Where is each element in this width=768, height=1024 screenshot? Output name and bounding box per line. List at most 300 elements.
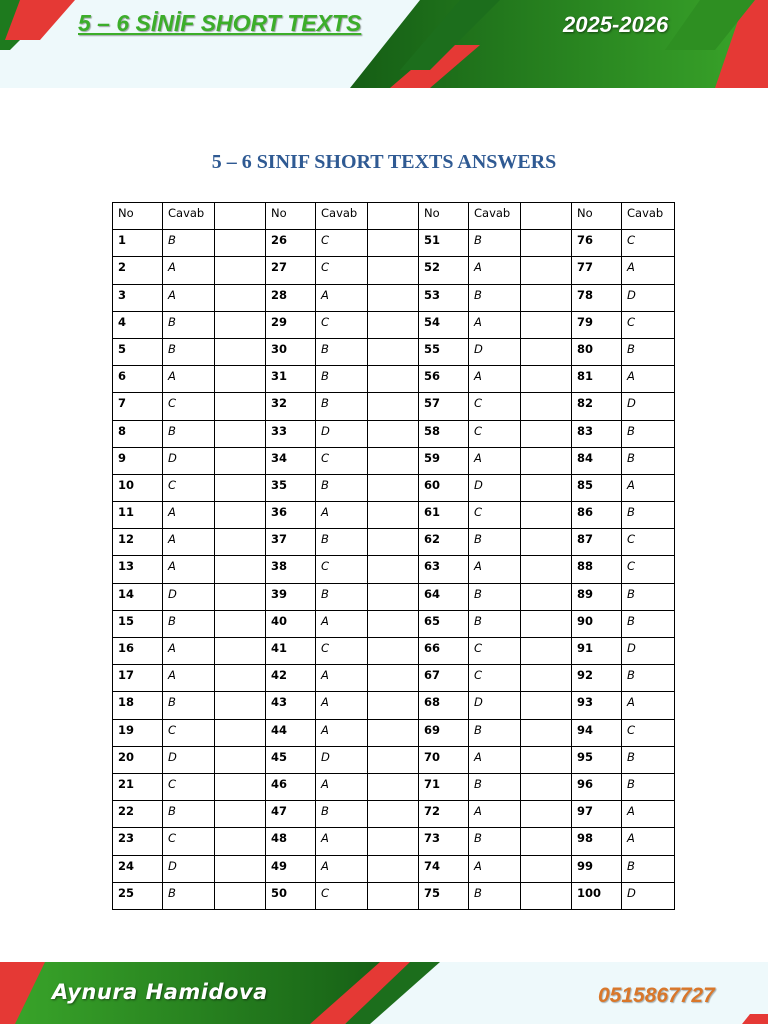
table-row bbox=[113, 393, 675, 420]
question-number: 43 bbox=[266, 692, 316, 719]
answer-cell: A bbox=[163, 502, 215, 529]
question-number: 5 bbox=[113, 338, 163, 365]
table-row bbox=[113, 257, 675, 284]
spacer-cell bbox=[368, 338, 419, 365]
question-number: 89 bbox=[572, 583, 622, 610]
question-number: 93 bbox=[572, 692, 622, 719]
answer-cell: A bbox=[469, 556, 521, 583]
question-number: 77 bbox=[572, 257, 622, 284]
table-row bbox=[113, 855, 675, 882]
question-number: 73 bbox=[419, 828, 469, 855]
question-number: 35 bbox=[266, 474, 316, 501]
answer-cell: B bbox=[163, 692, 215, 719]
spacer-cell bbox=[368, 502, 419, 529]
question-number: 32 bbox=[266, 393, 316, 420]
question-number: 94 bbox=[572, 719, 622, 746]
question-number: 30 bbox=[266, 338, 316, 365]
question-number: 37 bbox=[266, 529, 316, 556]
spacer-cell bbox=[215, 692, 266, 719]
answer-cell: C bbox=[622, 311, 675, 338]
answer-cell: A bbox=[163, 638, 215, 665]
answer-cell: B bbox=[469, 230, 521, 257]
spacer-cell bbox=[215, 447, 266, 474]
spacer-cell bbox=[521, 746, 572, 773]
question-number: 96 bbox=[572, 773, 622, 800]
answer-cell: A bbox=[316, 773, 368, 800]
spacer-cell bbox=[215, 610, 266, 637]
question-number: 4 bbox=[113, 311, 163, 338]
table-row bbox=[113, 447, 675, 474]
answer-cell: B bbox=[163, 230, 215, 257]
answer-cell: B bbox=[622, 420, 675, 447]
spacer-cell bbox=[368, 257, 419, 284]
spacer-cell bbox=[521, 882, 572, 909]
spacer-cell bbox=[368, 855, 419, 882]
spacer-cell bbox=[521, 474, 572, 501]
question-number: 6 bbox=[113, 366, 163, 393]
question-number: 95 bbox=[572, 746, 622, 773]
answer-cell: C bbox=[316, 447, 368, 474]
table-row bbox=[113, 284, 675, 311]
spacer-cell bbox=[215, 828, 266, 855]
question-number: 72 bbox=[419, 801, 469, 828]
answer-cell: B bbox=[316, 393, 368, 420]
table-row bbox=[113, 719, 675, 746]
answer-cell: A bbox=[163, 284, 215, 311]
answer-cell: A bbox=[163, 257, 215, 284]
answer-cell: D bbox=[469, 692, 521, 719]
spacer-cell bbox=[368, 638, 419, 665]
question-number: 51 bbox=[419, 230, 469, 257]
question-number: 28 bbox=[266, 284, 316, 311]
header-year: 2025-2026 bbox=[563, 12, 669, 37]
spacer-cell bbox=[521, 366, 572, 393]
answer-cell: B bbox=[316, 529, 368, 556]
answers-table bbox=[112, 202, 675, 910]
question-number: 40 bbox=[266, 610, 316, 637]
question-number: 50 bbox=[266, 882, 316, 909]
answer-cell: A bbox=[163, 529, 215, 556]
spacer-cell bbox=[521, 665, 572, 692]
spacer-cell bbox=[215, 583, 266, 610]
answer-cell: A bbox=[316, 610, 368, 637]
question-number: 25 bbox=[113, 882, 163, 909]
question-number: 56 bbox=[419, 366, 469, 393]
answer-cell: C bbox=[316, 556, 368, 583]
answer-cell: A bbox=[622, 366, 675, 393]
question-number: 82 bbox=[572, 393, 622, 420]
table-row bbox=[113, 692, 675, 719]
table-row bbox=[113, 230, 675, 257]
spacer-cell bbox=[215, 393, 266, 420]
question-number: 83 bbox=[572, 420, 622, 447]
spacer-cell bbox=[368, 529, 419, 556]
spacer-cell bbox=[368, 882, 419, 909]
spacer-cell bbox=[215, 719, 266, 746]
question-number: 53 bbox=[419, 284, 469, 311]
question-number: 34 bbox=[266, 447, 316, 474]
question-number: 58 bbox=[419, 420, 469, 447]
question-number: 85 bbox=[572, 474, 622, 501]
answer-cell: C bbox=[163, 474, 215, 501]
question-number: 69 bbox=[419, 719, 469, 746]
table-row bbox=[113, 583, 675, 610]
spacer-cell bbox=[368, 746, 419, 773]
answer-cell: B bbox=[622, 665, 675, 692]
question-number: 74 bbox=[419, 855, 469, 882]
question-number: 52 bbox=[419, 257, 469, 284]
question-number: 2 bbox=[113, 257, 163, 284]
answer-cell: D bbox=[163, 746, 215, 773]
table-row bbox=[113, 665, 675, 692]
question-number: 13 bbox=[113, 556, 163, 583]
answer-cell: D bbox=[622, 284, 675, 311]
answer-cell: B bbox=[163, 420, 215, 447]
question-number: 71 bbox=[419, 773, 469, 800]
question-number: 3 bbox=[113, 284, 163, 311]
answer-cell: B bbox=[622, 338, 675, 365]
spacer-cell bbox=[215, 203, 266, 230]
answer-cell: B bbox=[163, 311, 215, 338]
spacer-cell bbox=[521, 393, 572, 420]
question-number: 55 bbox=[419, 338, 469, 365]
question-number: 79 bbox=[572, 311, 622, 338]
spacer-cell bbox=[368, 230, 419, 257]
spacer-cell bbox=[368, 801, 419, 828]
question-number: 29 bbox=[266, 311, 316, 338]
question-number: 46 bbox=[266, 773, 316, 800]
question-number: 97 bbox=[572, 801, 622, 828]
column-header-answer: Cavab bbox=[316, 203, 368, 230]
answer-cell: B bbox=[163, 801, 215, 828]
spacer-cell bbox=[215, 638, 266, 665]
answer-cell: B bbox=[469, 828, 521, 855]
question-number: 24 bbox=[113, 855, 163, 882]
spacer-cell bbox=[215, 311, 266, 338]
table-row bbox=[113, 610, 675, 637]
table-row bbox=[113, 773, 675, 800]
answer-cell: A bbox=[316, 855, 368, 882]
question-number: 1 bbox=[113, 230, 163, 257]
answer-cell: A bbox=[316, 284, 368, 311]
answer-cell: A bbox=[163, 366, 215, 393]
spacer-cell bbox=[215, 882, 266, 909]
question-number: 26 bbox=[266, 230, 316, 257]
column-header-no: No bbox=[572, 203, 622, 230]
answer-cell: A bbox=[163, 556, 215, 583]
answer-cell: D bbox=[469, 338, 521, 365]
spacer-cell bbox=[215, 284, 266, 311]
question-number: 38 bbox=[266, 556, 316, 583]
answer-cell: B bbox=[316, 338, 368, 365]
answer-cell: A bbox=[469, 257, 521, 284]
question-number: 81 bbox=[572, 366, 622, 393]
answer-cell: B bbox=[316, 474, 368, 501]
answer-cell: C bbox=[469, 665, 521, 692]
question-number: 80 bbox=[572, 338, 622, 365]
answer-cell: B bbox=[316, 801, 368, 828]
answer-cell: A bbox=[316, 665, 368, 692]
answer-cell: C bbox=[622, 529, 675, 556]
question-number: 99 bbox=[572, 855, 622, 882]
answer-cell: A bbox=[469, 311, 521, 338]
answer-cell: B bbox=[163, 882, 215, 909]
answer-cell: B bbox=[622, 855, 675, 882]
question-number: 7 bbox=[113, 393, 163, 420]
question-number: 68 bbox=[419, 692, 469, 719]
answer-cell: C bbox=[469, 420, 521, 447]
answer-cell: A bbox=[163, 665, 215, 692]
answer-cell: A bbox=[622, 474, 675, 501]
spacer-cell bbox=[521, 855, 572, 882]
column-header-answer: Cavab bbox=[469, 203, 521, 230]
answer-cell: A bbox=[316, 692, 368, 719]
answer-cell: D bbox=[163, 583, 215, 610]
question-number: 17 bbox=[113, 665, 163, 692]
answer-cell: D bbox=[622, 638, 675, 665]
column-header-answer: Cavab bbox=[163, 203, 215, 230]
spacer-cell bbox=[215, 773, 266, 800]
question-number: 90 bbox=[572, 610, 622, 637]
answer-cell: B bbox=[622, 447, 675, 474]
question-number: 100 bbox=[572, 882, 622, 909]
spacer-cell bbox=[521, 529, 572, 556]
question-number: 76 bbox=[572, 230, 622, 257]
question-number: 91 bbox=[572, 638, 622, 665]
answer-cell: B bbox=[469, 583, 521, 610]
spacer-cell bbox=[215, 746, 266, 773]
answer-cell: C bbox=[622, 230, 675, 257]
answer-cell: A bbox=[622, 257, 675, 284]
answer-cell: D bbox=[469, 474, 521, 501]
footer-author-name: Aynura Hamidova bbox=[52, 980, 268, 1004]
spacer-cell bbox=[215, 366, 266, 393]
question-number: 66 bbox=[419, 638, 469, 665]
spacer-cell bbox=[215, 230, 266, 257]
answer-cell: D bbox=[163, 855, 215, 882]
spacer-cell bbox=[521, 773, 572, 800]
answer-cell: B bbox=[622, 502, 675, 529]
spacer-cell bbox=[368, 474, 419, 501]
answer-cell: D bbox=[622, 393, 675, 420]
answer-cell: B bbox=[622, 610, 675, 637]
spacer-cell bbox=[521, 610, 572, 637]
spacer-cell bbox=[368, 366, 419, 393]
question-number: 59 bbox=[419, 447, 469, 474]
question-number: 27 bbox=[266, 257, 316, 284]
spacer-cell bbox=[368, 583, 419, 610]
answer-cell: D bbox=[622, 882, 675, 909]
answer-cell: B bbox=[316, 366, 368, 393]
spacer-cell bbox=[521, 583, 572, 610]
answer-cell: B bbox=[622, 746, 675, 773]
question-number: 49 bbox=[266, 855, 316, 882]
answer-cell: C bbox=[316, 311, 368, 338]
spacer-cell bbox=[368, 556, 419, 583]
footer-phone: 0515867727 bbox=[598, 984, 715, 1007]
question-number: 92 bbox=[572, 665, 622, 692]
spacer-cell bbox=[368, 692, 419, 719]
answer-cell: D bbox=[163, 447, 215, 474]
question-number: 11 bbox=[113, 502, 163, 529]
spacer-cell bbox=[521, 311, 572, 338]
question-number: 33 bbox=[266, 420, 316, 447]
spacer-cell bbox=[215, 420, 266, 447]
question-number: 98 bbox=[572, 828, 622, 855]
question-number: 10 bbox=[113, 474, 163, 501]
question-number: 54 bbox=[419, 311, 469, 338]
answer-cell: B bbox=[469, 610, 521, 637]
question-number: 57 bbox=[419, 393, 469, 420]
spacer-cell bbox=[521, 257, 572, 284]
question-number: 42 bbox=[266, 665, 316, 692]
answer-cell: A bbox=[469, 801, 521, 828]
spacer-cell bbox=[215, 257, 266, 284]
spacer-cell bbox=[368, 447, 419, 474]
question-number: 39 bbox=[266, 583, 316, 610]
answer-cell: D bbox=[316, 420, 368, 447]
spacer-cell bbox=[521, 801, 572, 828]
question-number: 61 bbox=[419, 502, 469, 529]
question-number: 18 bbox=[113, 692, 163, 719]
answer-cell: A bbox=[469, 746, 521, 773]
answer-cell: C bbox=[316, 230, 368, 257]
spacer-cell bbox=[521, 692, 572, 719]
question-number: 23 bbox=[113, 828, 163, 855]
answer-cell: C bbox=[469, 502, 521, 529]
answers-table-body bbox=[113, 203, 675, 910]
spacer-cell bbox=[215, 556, 266, 583]
table-row bbox=[113, 366, 675, 393]
question-number: 86 bbox=[572, 502, 622, 529]
question-number: 21 bbox=[113, 773, 163, 800]
spacer-cell bbox=[215, 801, 266, 828]
page-header-banner bbox=[0, 0, 768, 88]
spacer-cell bbox=[215, 855, 266, 882]
spacer-cell bbox=[368, 665, 419, 692]
question-number: 31 bbox=[266, 366, 316, 393]
question-number: 48 bbox=[266, 828, 316, 855]
answer-cell: C bbox=[316, 257, 368, 284]
table-row bbox=[113, 420, 675, 447]
answer-cell: A bbox=[622, 801, 675, 828]
spacer-cell bbox=[215, 338, 266, 365]
answer-cell: B bbox=[316, 583, 368, 610]
question-number: 20 bbox=[113, 746, 163, 773]
column-header-no: No bbox=[113, 203, 163, 230]
question-number: 87 bbox=[572, 529, 622, 556]
spacer-cell bbox=[368, 284, 419, 311]
answer-cell: C bbox=[622, 556, 675, 583]
spacer-cell bbox=[521, 719, 572, 746]
answer-cell: B bbox=[163, 610, 215, 637]
table-header-row bbox=[113, 203, 675, 230]
document-title: 5 – 6 SINIF SHORT TEXTS ANSWERS bbox=[211, 151, 557, 173]
column-header-no: No bbox=[419, 203, 469, 230]
answer-cell: B bbox=[469, 284, 521, 311]
spacer-cell bbox=[521, 447, 572, 474]
question-number: 60 bbox=[419, 474, 469, 501]
question-number: 8 bbox=[113, 420, 163, 447]
answer-cell: A bbox=[316, 828, 368, 855]
column-header-answer: Cavab bbox=[622, 203, 675, 230]
question-number: 41 bbox=[266, 638, 316, 665]
spacer-cell bbox=[215, 529, 266, 556]
answer-cell: C bbox=[469, 393, 521, 420]
page-footer-banner bbox=[0, 962, 768, 1024]
answer-cell: C bbox=[163, 719, 215, 746]
question-number: 14 bbox=[113, 583, 163, 610]
spacer-cell bbox=[521, 203, 572, 230]
question-number: 22 bbox=[113, 801, 163, 828]
answer-cell: B bbox=[469, 773, 521, 800]
answer-cell: C bbox=[316, 638, 368, 665]
spacer-cell bbox=[215, 474, 266, 501]
column-header-no: No bbox=[266, 203, 316, 230]
question-number: 12 bbox=[113, 529, 163, 556]
question-number: 75 bbox=[419, 882, 469, 909]
table-row bbox=[113, 801, 675, 828]
spacer-cell bbox=[368, 203, 419, 230]
answer-cell: A bbox=[622, 692, 675, 719]
question-number: 88 bbox=[572, 556, 622, 583]
question-number: 67 bbox=[419, 665, 469, 692]
answer-cell: B bbox=[469, 529, 521, 556]
spacer-cell bbox=[368, 828, 419, 855]
answer-cell: A bbox=[316, 719, 368, 746]
answer-cell: D bbox=[316, 746, 368, 773]
spacer-cell bbox=[521, 502, 572, 529]
answer-cell: A bbox=[469, 366, 521, 393]
answer-cell: B bbox=[163, 338, 215, 365]
question-number: 47 bbox=[266, 801, 316, 828]
answer-cell: C bbox=[469, 638, 521, 665]
table-row bbox=[113, 338, 675, 365]
header-title: 5 – 6 SİNİF SHORT TEXTS bbox=[78, 10, 362, 36]
question-number: 65 bbox=[419, 610, 469, 637]
spacer-cell bbox=[368, 393, 419, 420]
question-number: 45 bbox=[266, 746, 316, 773]
answer-cell: B bbox=[622, 583, 675, 610]
spacer-cell bbox=[368, 311, 419, 338]
spacer-cell bbox=[521, 420, 572, 447]
answer-cell: C bbox=[163, 773, 215, 800]
table-row bbox=[113, 502, 675, 529]
question-number: 70 bbox=[419, 746, 469, 773]
question-number: 78 bbox=[572, 284, 622, 311]
question-number: 63 bbox=[419, 556, 469, 583]
answer-cell: C bbox=[163, 393, 215, 420]
question-number: 36 bbox=[266, 502, 316, 529]
table-row bbox=[113, 638, 675, 665]
table-row bbox=[113, 882, 675, 909]
answer-cell: C bbox=[316, 882, 368, 909]
question-number: 44 bbox=[266, 719, 316, 746]
spacer-cell bbox=[521, 338, 572, 365]
answer-cell: B bbox=[469, 882, 521, 909]
question-number: 9 bbox=[113, 447, 163, 474]
table-row bbox=[113, 828, 675, 855]
answer-cell: A bbox=[469, 447, 521, 474]
answer-cell: B bbox=[622, 773, 675, 800]
spacer-cell bbox=[368, 610, 419, 637]
spacer-cell bbox=[521, 230, 572, 257]
answer-cell: A bbox=[316, 502, 368, 529]
spacer-cell bbox=[521, 284, 572, 311]
question-number: 84 bbox=[572, 447, 622, 474]
spacer-cell bbox=[215, 502, 266, 529]
question-number: 19 bbox=[113, 719, 163, 746]
